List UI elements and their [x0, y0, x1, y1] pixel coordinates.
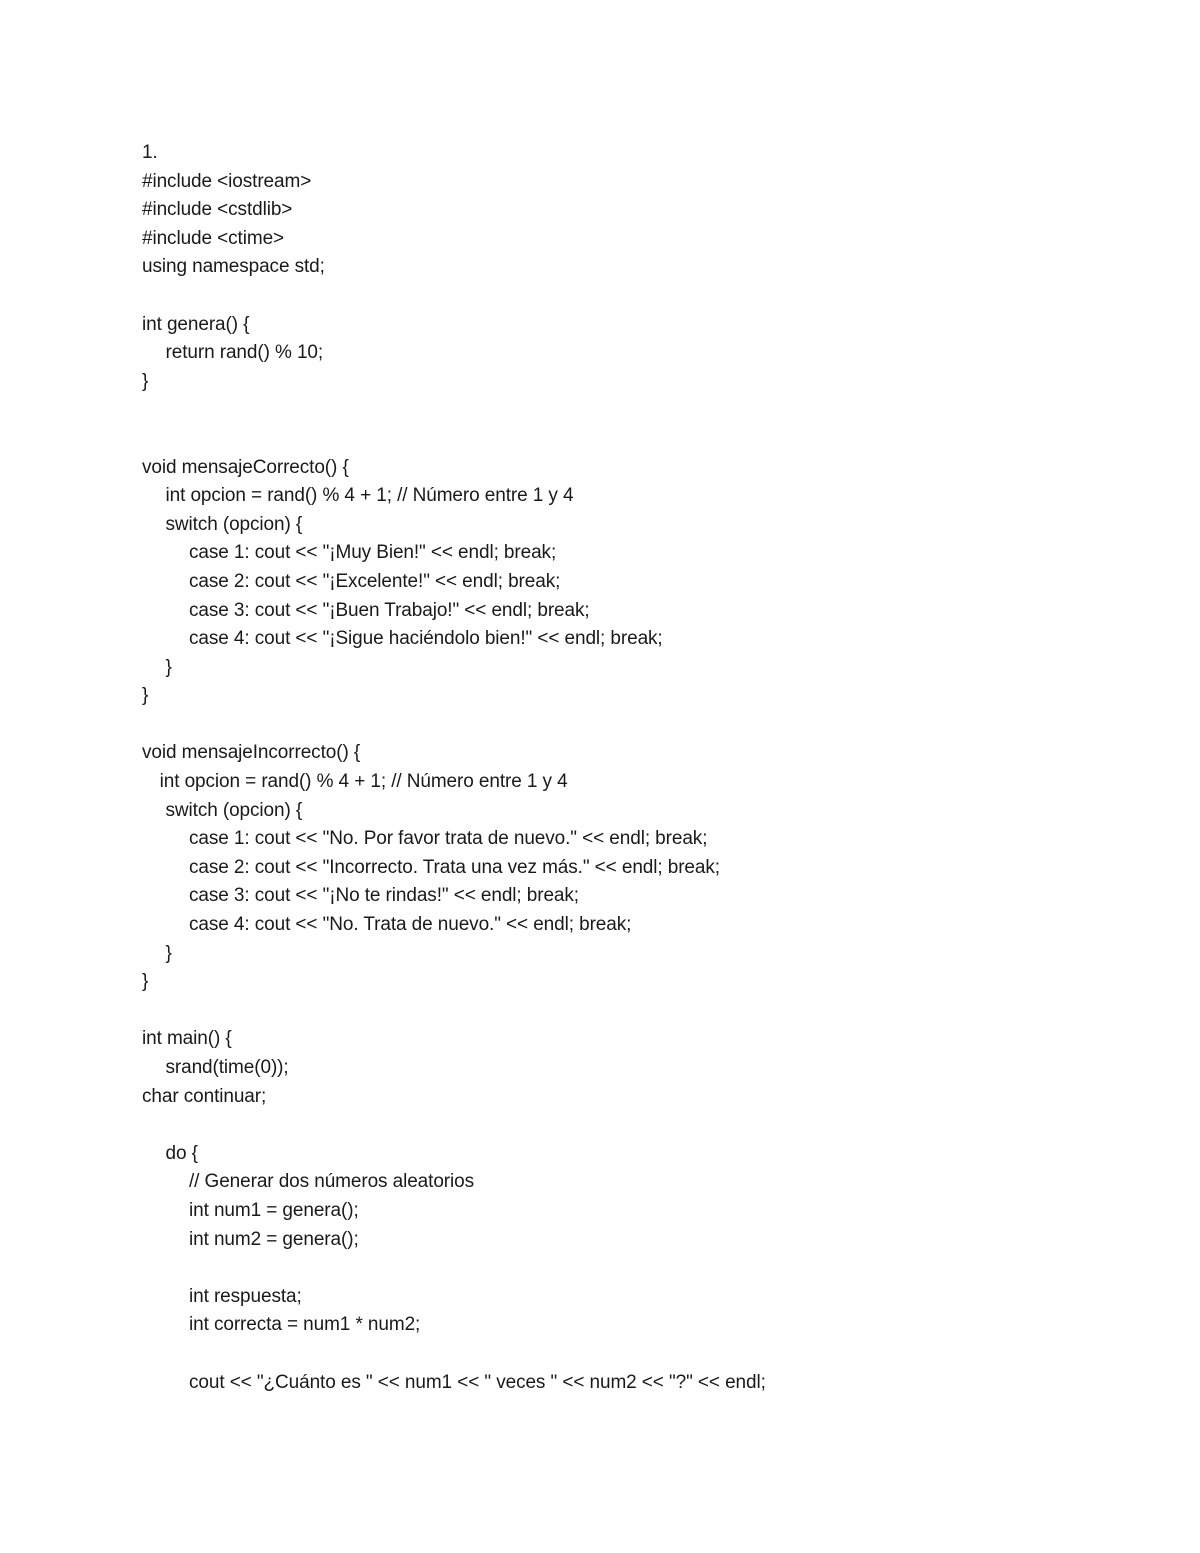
code-line: void mensajeIncorrecto() {: [142, 742, 361, 764]
code-line: #include <cstdlib>: [142, 199, 293, 221]
code-listing: [142, 139, 1142, 1397]
blank-line: [142, 282, 1142, 311]
code-line: // Generar dos números aleatorios: [189, 1171, 475, 1193]
code-line: srand(time(0));: [165, 1057, 289, 1078]
code-line: int respuesta;: [189, 1285, 302, 1307]
code-line: char continuar;: [142, 1085, 267, 1107]
code-line: case 4: cout << "¡Sigue haciéndolo bien!" << endl; break;: [189, 628, 663, 650]
code-line: }: [142, 370, 149, 392]
code-line: #include <iostream>: [142, 170, 312, 192]
code-line: do {: [165, 1142, 198, 1164]
code-line: case 3: cout << "¡No te rindas!" << endl; break;: [189, 885, 579, 907]
code-line: case 1: cout << "¡Muy Bien!" << endl; break;: [189, 542, 557, 564]
blank-line: [142, 997, 1142, 1026]
code-line: case 2: cout << "¡Excelente!" << endl; break;: [189, 570, 561, 592]
code-line: 1.: [142, 142, 158, 163]
code-line: case 2: cout << "Incorrecto. Trata una vez más." << endl; break;: [189, 856, 720, 878]
code-line: cout << "¿Cuánto es " << num1 << " veces " << num2 << "?" << endl;: [189, 1371, 766, 1393]
blank-line: [142, 1254, 1142, 1283]
code-line: case 1: cout << "No. Por favor trata de nuevo." << endl; break;: [189, 828, 708, 850]
code-line: int opcion = rand() % 4 + 1; // Número entre 1 y 4: [159, 771, 568, 793]
blank-line: [142, 711, 1142, 740]
blank-line: [142, 1340, 1142, 1369]
code-line: int genera() {: [142, 313, 250, 335]
code-line: int num2 = genera();: [189, 1228, 359, 1250]
code-line: }: [165, 942, 172, 964]
code-line: }: [142, 971, 149, 993]
code-line: int main() {: [142, 1028, 232, 1050]
code-line: int opcion = rand() % 4 + 1; // Número entre 1 y 4: [165, 485, 574, 507]
code-line: void mensajeCorrecto() {: [142, 456, 349, 478]
blank-line: [142, 396, 1142, 425]
code-line: using namespace std;: [142, 256, 325, 278]
code-line: case 4: cout << "No. Trata de nuevo." << endl; break;: [189, 914, 632, 936]
code-line: }: [142, 685, 149, 707]
blank-line: [142, 1111, 1142, 1140]
code-line: int num1 = genera();: [189, 1199, 359, 1221]
blank-line: [142, 425, 1142, 454]
code-line: return rand() % 10;: [165, 342, 324, 364]
code-line: case 3: cout << "¡Buen Trabajo!" << endl; break;: [189, 599, 590, 621]
code-line: int correcta = num1 * num2;: [189, 1314, 421, 1336]
code-line: switch (opcion) {: [165, 799, 303, 821]
code-line: }: [165, 656, 172, 678]
code-line: #include <ctime>: [142, 227, 285, 249]
code-line: switch (opcion) {: [165, 513, 303, 535]
